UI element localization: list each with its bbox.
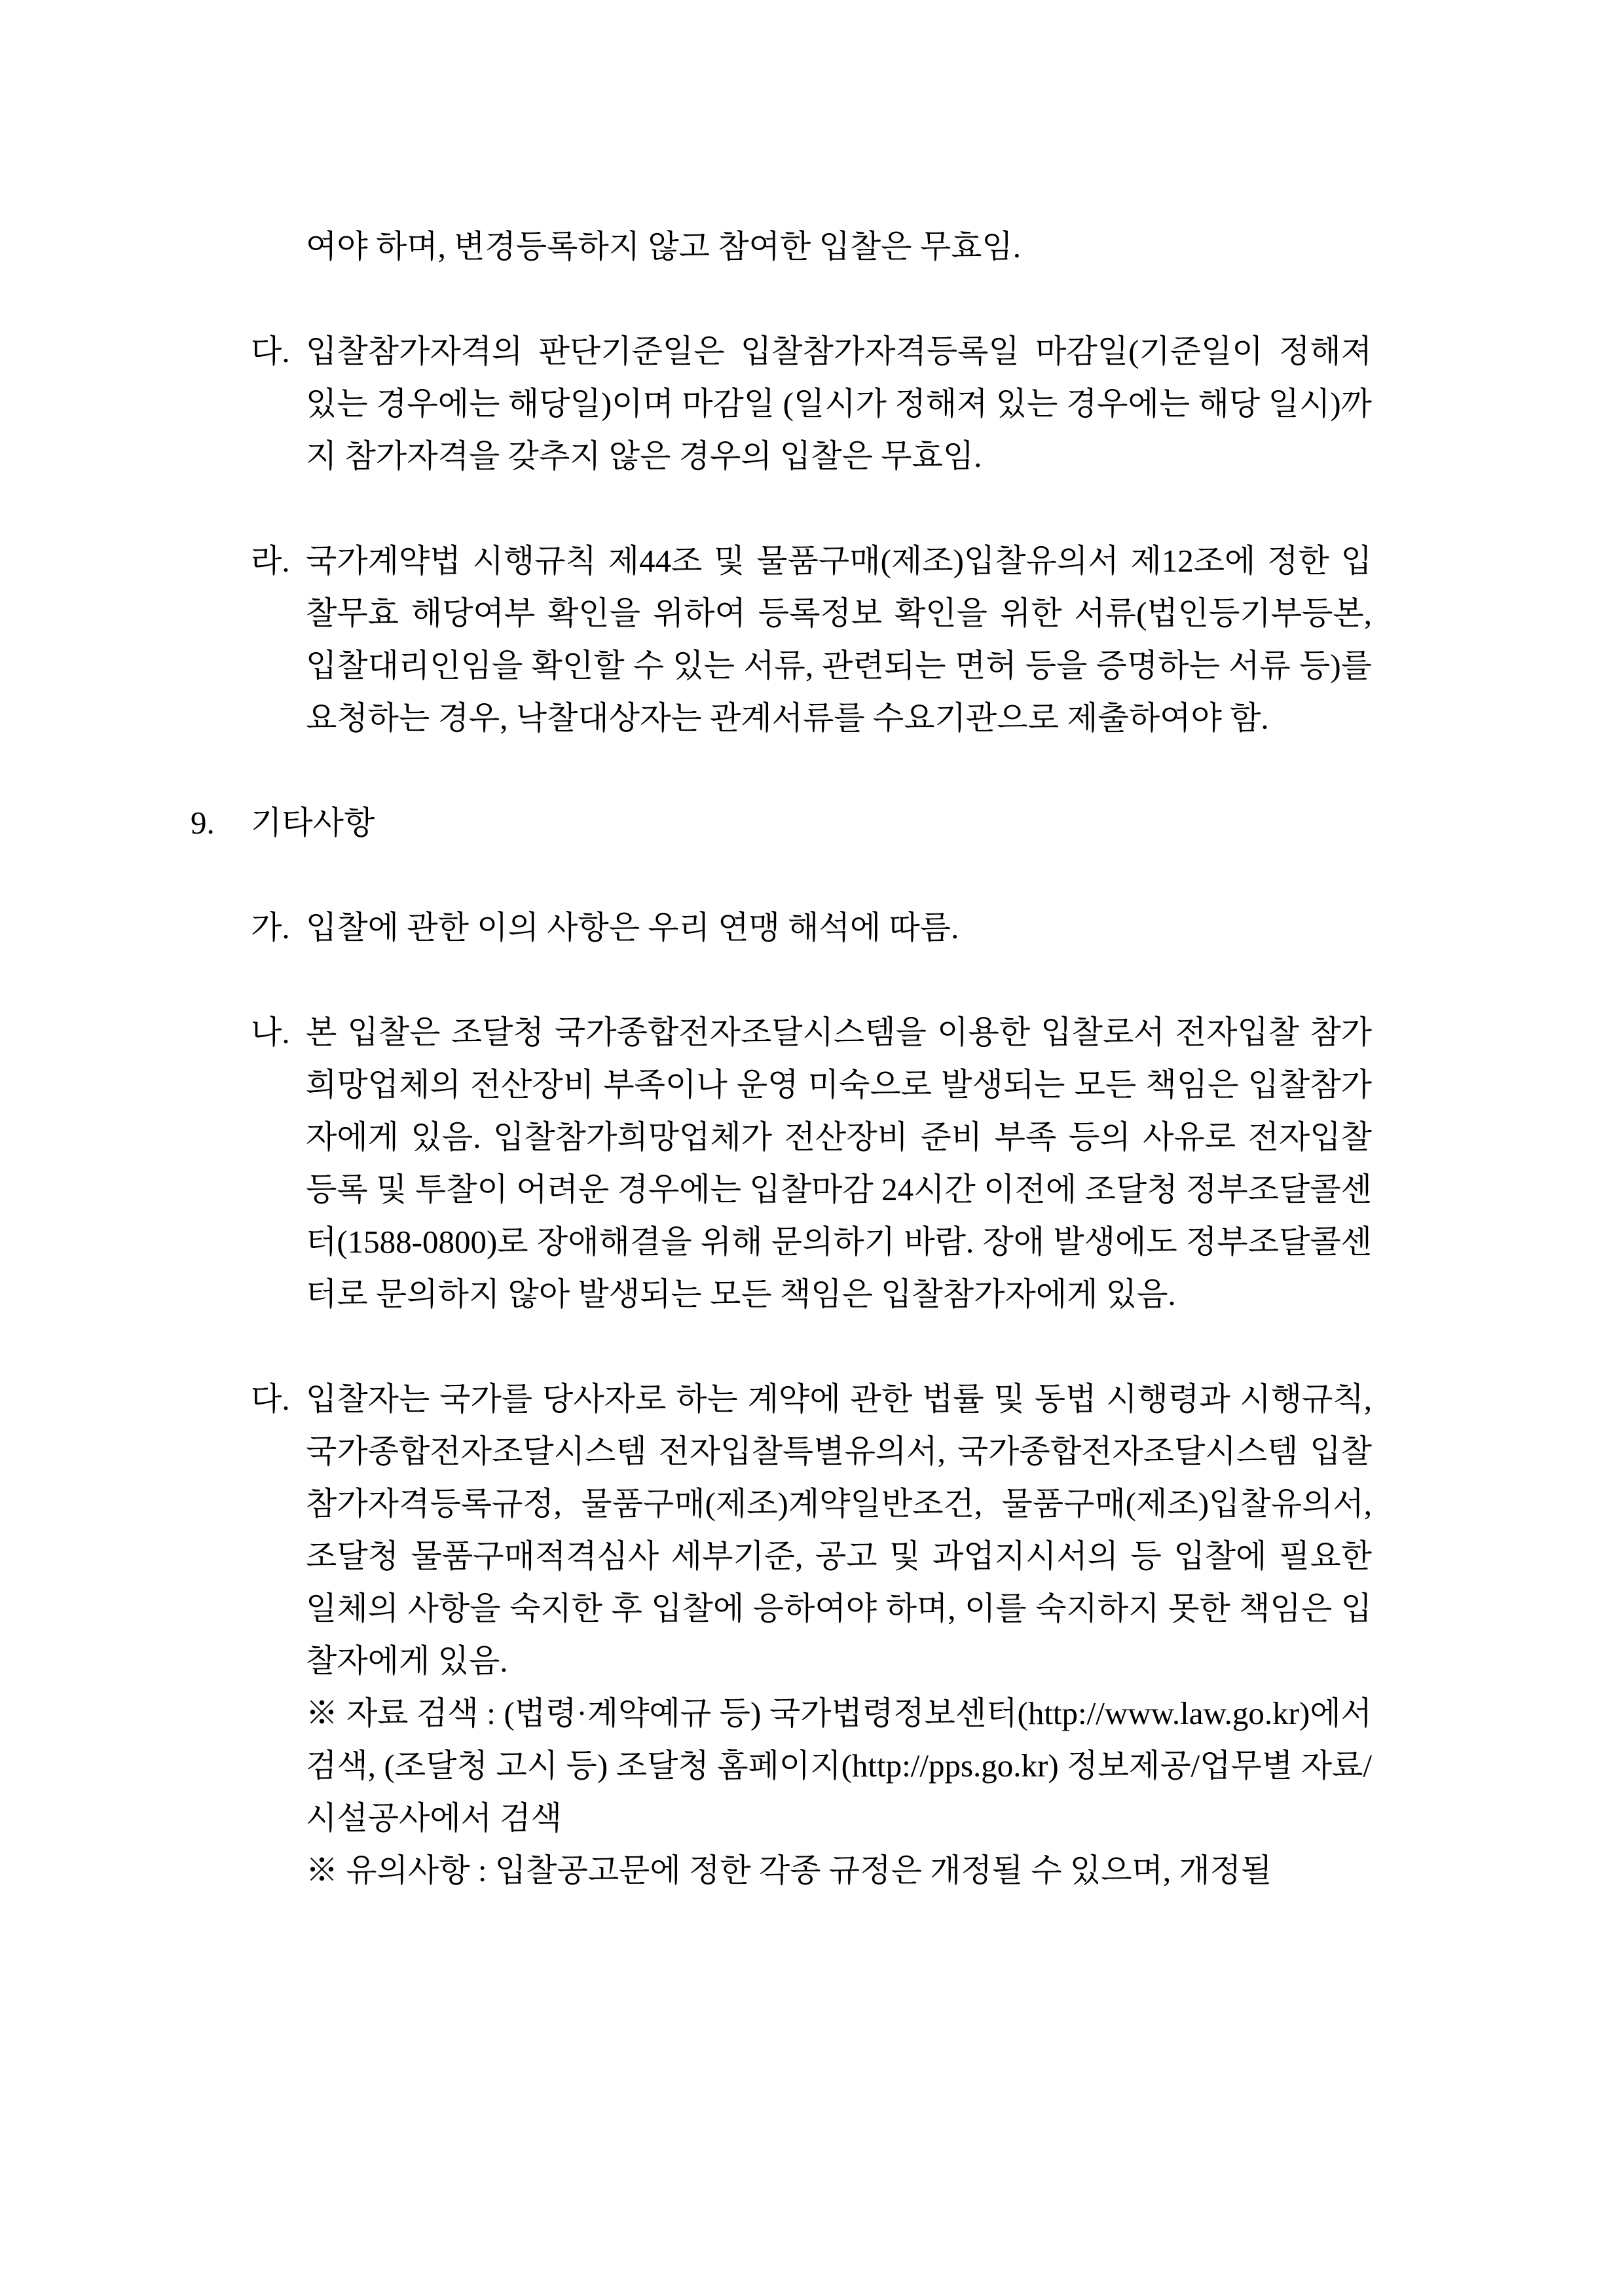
list-item-label: 다.: [251, 1381, 290, 1417]
list-item-ga: [251, 902, 1372, 954]
list-item-ra: [251, 535, 1372, 744]
continuation-paragraph: 여야 하며, 변경등록하지 않고 참여한 입찰은 무효임.: [306, 229, 1022, 265]
list-item-text: 입찰에 관한 이의 사항은 우리 연맹 해석에 따름.: [306, 909, 959, 946]
list-item-da-2: [251, 1373, 1372, 1897]
section-heading-9: [191, 797, 1624, 849]
list-item-text: 국가계약법 시행규칙 제44조 및 물품구매(제조)입찰유의서 제12조에 정한 입찰무효 해당여부 확인을 위하여 등록정보 확인을 위한 서류(법인등기부등본, 입찰대리인임을 확인할 수 있는 서류, 관련되는 면허 등을 증명하는 서류 등)를 요청하는 경우, 낙찰대상자는 관계서류를 수요기관으로 제출하여야 함.: [306, 543, 1372, 736]
list-item-label: 나.: [251, 1014, 290, 1050]
list-item-body: [306, 325, 1372, 483]
note-caution: ※ 유의사항 : 입찰공고문에 정한 각종 규정은 개정될 수 있으며, 개정될: [306, 1852, 1272, 1888]
list-item-label: 라.: [251, 543, 290, 579]
list-item-body: [306, 535, 1372, 744]
list-item-text: 입찰참가자격의 판단기준일은 입찰참가자격등록일 마감일(기준일이 정해져 있는 경우에는 해당일)이며 마감일 (일시가 정해져 있는 경우에는 해당 일시)까지 참가자격을 갖추지 않은 경우의 입찰은 무효임.: [306, 333, 1372, 474]
section-title: 기타사항: [251, 805, 375, 841]
list-item-text: 입찰자는 국가를 당사자로 하는 계약에 관한 법률 및 동법 시행령과 시행규칙, 국가종합전자조달시스템 전자입찰특별유의서, 국가종합전자조달시스템 입찰참가자격등록규정, 물품구매(제조)계약일반조건, 물품구매(제조)입찰유의서, 조달청 물품구매적격심사 세부기준, 공고 및 과업지시서의 등 입찰에 필요한 일체의 사항을 숙지한 후 입찰에 응하여야 하며, 이를 숙지하지 못한 책임은 입찰자에게 있음.: [306, 1381, 1372, 1679]
list-item-na: [251, 1006, 1372, 1321]
list-item-text: 본 입찰은 조달청 국가종합전자조달시스템을 이용한 입찰로서 전자입찰 참가 희망업체의 전산장비 부족이나 운영 미숙으로 발생되는 모든 책임은 입찰참가자에게 있음. 입찰참가희망업체가 전산장비 준비 부족 등의 사유로 전자입찰 등록 및 투찰이 어려운 경우에는 입찰마감 24시간 이전에 조달청 정부조달콜센터(1588-0800)로 장애해결을 위해 문의하기 바람. 장애 발생에도 정부조달콜센터로 문의하지 않아 발생되는 모든 책임은 입찰참가자에게 있음.: [306, 1014, 1372, 1312]
document-content: [0, 221, 1624, 1949]
list-item-label: 다.: [251, 333, 290, 369]
section-number: 9.: [191, 805, 215, 841]
list-item-da-1: [251, 325, 1372, 483]
note-data-search: ※ 자료 검색 : (법령·계약예규 등) 국가법령정보센터(http://www.law.go.kr)에서 검색, (조달청 고시 등) 조달청 홈페이지(http://pps.go.kr) 정보제공/업무별 자료/시설공사에서 검색: [306, 1695, 1372, 1836]
list-item-body: [306, 1006, 1372, 1321]
list-item-label: 가.: [251, 909, 290, 946]
list-item-body: [306, 1373, 1372, 1897]
list-item-body: [306, 902, 1372, 954]
